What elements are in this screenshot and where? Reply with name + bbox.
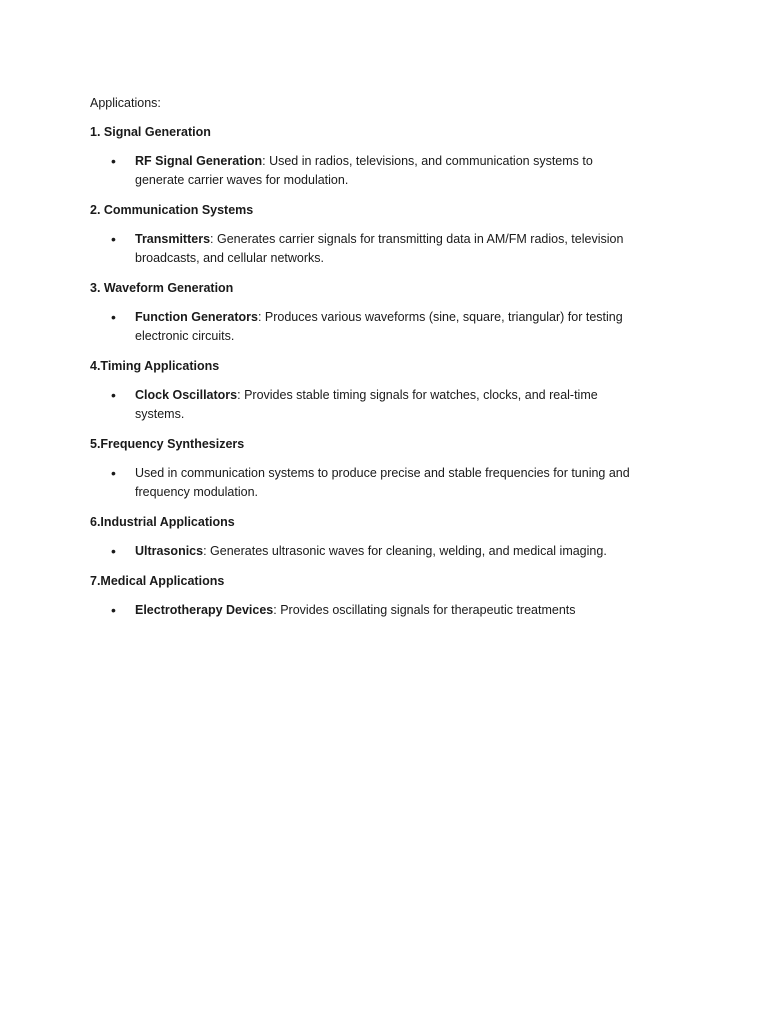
section-signal-generation — [90, 123, 670, 190]
item-description: Provides oscillating signals for therapeutic treatments — [280, 603, 576, 617]
list-item — [90, 308, 645, 346]
bullet-list — [90, 601, 670, 620]
item-description: Produces various waveforms (sine, square, triangular) for testing electronic circuits. — [135, 310, 623, 343]
list-item — [90, 230, 645, 268]
item-separator: : — [203, 544, 211, 558]
section-heading: 5.Frequency Synthesizers — [90, 437, 245, 451]
item-term: Function Generators — [135, 310, 258, 324]
item-term: Ultrasonics — [135, 544, 204, 558]
section-heading: 3. Waveform Generation — [90, 281, 234, 295]
item-description: Generates ultrasonic waves for cleaning, welding, and medical imaging. — [210, 544, 607, 558]
bullet-icon: • — [111, 231, 116, 247]
document-body — [90, 94, 670, 631]
bullet-list — [90, 542, 670, 561]
item-description: Used in communication systems to produce precise and stable frequencies for tuning and frequency modulation. — [135, 466, 630, 499]
section-industrial-applications — [90, 513, 670, 561]
list-item — [90, 464, 645, 502]
item-description: Provides stable timing signals for watches, clocks, and real-time systems. — [135, 388, 598, 421]
item-separator: : — [257, 310, 265, 324]
item-separator: : — [262, 154, 270, 168]
item-description: Generates carrier signals for transmitting data in AM/FM radios, television broadcasts, and cellular networks. — [135, 232, 624, 265]
section-heading: 1. Signal Generation — [90, 125, 211, 139]
item-term: Clock Oscillators — [135, 388, 238, 402]
bullet-icon: • — [111, 153, 116, 169]
bullet-icon: • — [111, 309, 116, 325]
item-description: Used in radios, televisions, and communication systems to generate carrier waves for modulation. — [135, 154, 593, 187]
item-separator: : — [273, 603, 281, 617]
bullet-icon: • — [111, 602, 116, 618]
item-term: Electrotherapy Devices — [135, 603, 274, 617]
bullet-list — [90, 230, 670, 268]
bullet-icon: • — [111, 543, 116, 559]
section-heading: 2. Communication Systems — [90, 203, 254, 217]
section-heading: 7.Medical Applications — [90, 574, 225, 588]
bullet-list — [90, 308, 670, 346]
section-medical-applications — [90, 572, 670, 620]
item-separator: : — [237, 388, 245, 402]
list-item — [90, 542, 645, 561]
item-term: RF Signal Generation — [135, 154, 263, 168]
intro-text: Applications: — [90, 96, 161, 110]
list-item — [90, 386, 645, 424]
section-timing-applications — [90, 357, 670, 424]
section-heading: 4.Timing Applications — [90, 359, 220, 373]
bullet-list — [90, 152, 670, 190]
section-communication-systems — [90, 201, 670, 268]
item-separator: : — [210, 232, 217, 246]
list-item — [90, 152, 645, 190]
bullet-list — [90, 464, 670, 502]
section-frequency-synthesizers — [90, 435, 670, 502]
section-heading: 6.Industrial Applications — [90, 515, 235, 529]
section-waveform-generation — [90, 279, 670, 346]
bullet-icon: • — [111, 465, 116, 481]
bullet-list — [90, 386, 670, 424]
list-item — [90, 601, 645, 620]
bullet-icon: • — [111, 387, 116, 403]
item-term: Transmitters — [135, 232, 211, 246]
